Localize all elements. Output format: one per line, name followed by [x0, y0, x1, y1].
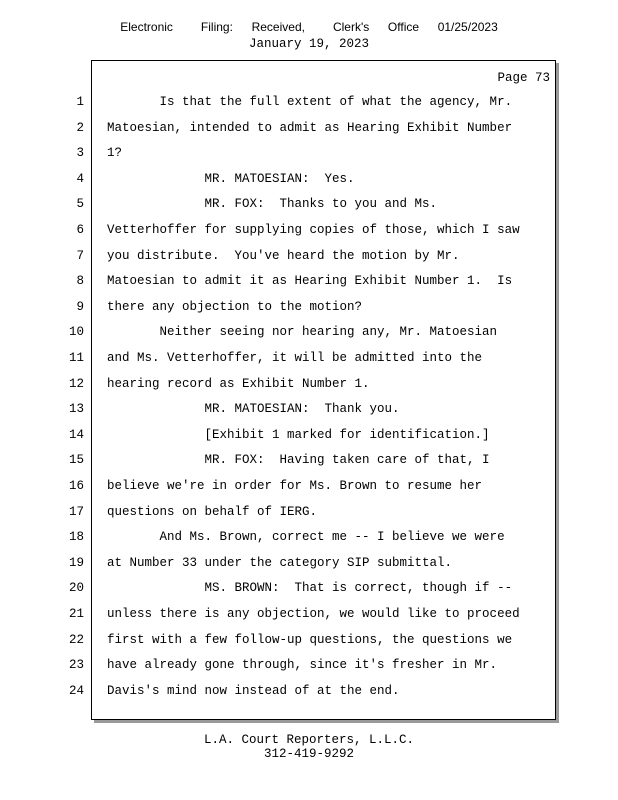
- transcript-line: [0, 116, 560, 141]
- line-text: Is that the full extent of what the agency, Mr.: [107, 95, 513, 109]
- transcript-line: [0, 551, 560, 576]
- transcript-line: [0, 653, 560, 678]
- transcript-line: [0, 320, 560, 345]
- line-number: 15: [68, 453, 84, 468]
- line-text: 1?: [107, 146, 123, 161]
- filing-stamp: Electronic Filing: Received, Clerk's Office 01/25/2023: [120, 20, 498, 34]
- transcript-line: [0, 500, 560, 525]
- line-text: Vetterhoffer for supplying copies of those, which I saw: [107, 223, 520, 237]
- line-number: 17: [68, 504, 84, 519]
- transcript-line: [0, 90, 560, 115]
- line-number: 18: [68, 530, 84, 545]
- transcript-line: [0, 218, 560, 243]
- line-text: unless there is any objection, we would like to proceed: [107, 607, 520, 621]
- line-text: Neither seeing nor hearing any, Mr. Matoesian: [107, 325, 498, 340]
- line-text: MR. MATOESIAN: Thank you.: [107, 402, 400, 417]
- transcript-line: [0, 602, 560, 627]
- transcript-date: January 19, 2023: [248, 37, 370, 51]
- line-number: 3: [76, 146, 84, 161]
- line-text: MR. FOX: Thanks to you and Ms.: [107, 197, 438, 212]
- line-number: 6: [76, 223, 84, 237]
- transcript-line: [0, 192, 560, 217]
- line-number: 10: [68, 325, 84, 340]
- line-number: 1: [76, 95, 84, 109]
- transcript-line: [0, 141, 560, 166]
- line-number: 19: [68, 555, 84, 570]
- line-number: 9: [76, 299, 84, 314]
- reporter-phone: 312-419-9292: [263, 747, 354, 761]
- transcript-line: [0, 346, 560, 371]
- line-text: first with a few follow-up questions, the questions we: [107, 632, 513, 647]
- line-text: Matoesian, intended to admit as Hearing Exhibit Number: [107, 120, 513, 135]
- line-number: 7: [76, 248, 84, 263]
- line-text: Matoesian to admit it as Hearing Exhibit Number 1. Is: [107, 274, 513, 289]
- transcript-line: [0, 679, 560, 704]
- line-number: 20: [68, 581, 84, 596]
- line-text: hearing record as Exhibit Number 1.: [107, 376, 370, 391]
- transcript-line: [0, 244, 560, 269]
- line-number: 24: [68, 683, 84, 698]
- line-text: and Ms. Vetterhoffer, it will be admitted into the: [107, 351, 483, 365]
- line-number: 2: [76, 120, 84, 135]
- line-text: MS. BROWN: That is correct, though if --: [107, 581, 513, 596]
- line-number: 22: [68, 632, 84, 647]
- page-number: Page 73: [497, 71, 550, 85]
- line-number: 14: [68, 427, 84, 442]
- reporter-company: L.A. Court Reporters, L.L.C.: [203, 733, 415, 747]
- line-number: 16: [68, 479, 84, 493]
- line-text: MR. FOX: Having taken care of that, I: [107, 453, 490, 468]
- line-text: [Exhibit 1 marked for identification.]: [107, 427, 490, 442]
- line-text: at Number 33 under the category SIP submittal.: [107, 555, 453, 570]
- line-text: questions on behalf of IERG.: [107, 504, 318, 519]
- transcript-line: [0, 448, 560, 473]
- line-number: 4: [76, 171, 84, 186]
- transcript-line: [0, 474, 560, 499]
- line-number: 5: [76, 197, 84, 212]
- line-text: you distribute. You've heard the motion by Mr.: [107, 248, 460, 263]
- transcript-line: [0, 167, 560, 192]
- line-number: 21: [68, 607, 84, 621]
- line-text: And Ms. Brown, correct me -- I believe we were: [107, 530, 505, 545]
- line-number: 8: [76, 274, 84, 289]
- transcript-line: [0, 269, 560, 294]
- line-number: 23: [68, 658, 84, 673]
- line-number: 13: [68, 402, 84, 417]
- transcript-line: [0, 628, 560, 653]
- line-text: have already gone through, since it's fresher in Mr.: [107, 658, 498, 673]
- line-text: MR. MATOESIAN: Yes.: [107, 171, 355, 186]
- transcript-line: [0, 295, 560, 320]
- transcript-line: [0, 576, 560, 601]
- transcript-line: [0, 525, 560, 550]
- line-text: believe we're in order for Ms. Brown to resume her: [107, 479, 483, 493]
- line-text: Davis's mind now instead of at the end.: [107, 683, 400, 698]
- transcript-line: [0, 397, 560, 422]
- line-number: 11: [68, 351, 84, 365]
- transcript-line: [0, 372, 560, 397]
- line-number: 12: [68, 376, 84, 391]
- transcript-line: [0, 423, 560, 448]
- line-text: there any objection to the motion?: [107, 299, 363, 314]
